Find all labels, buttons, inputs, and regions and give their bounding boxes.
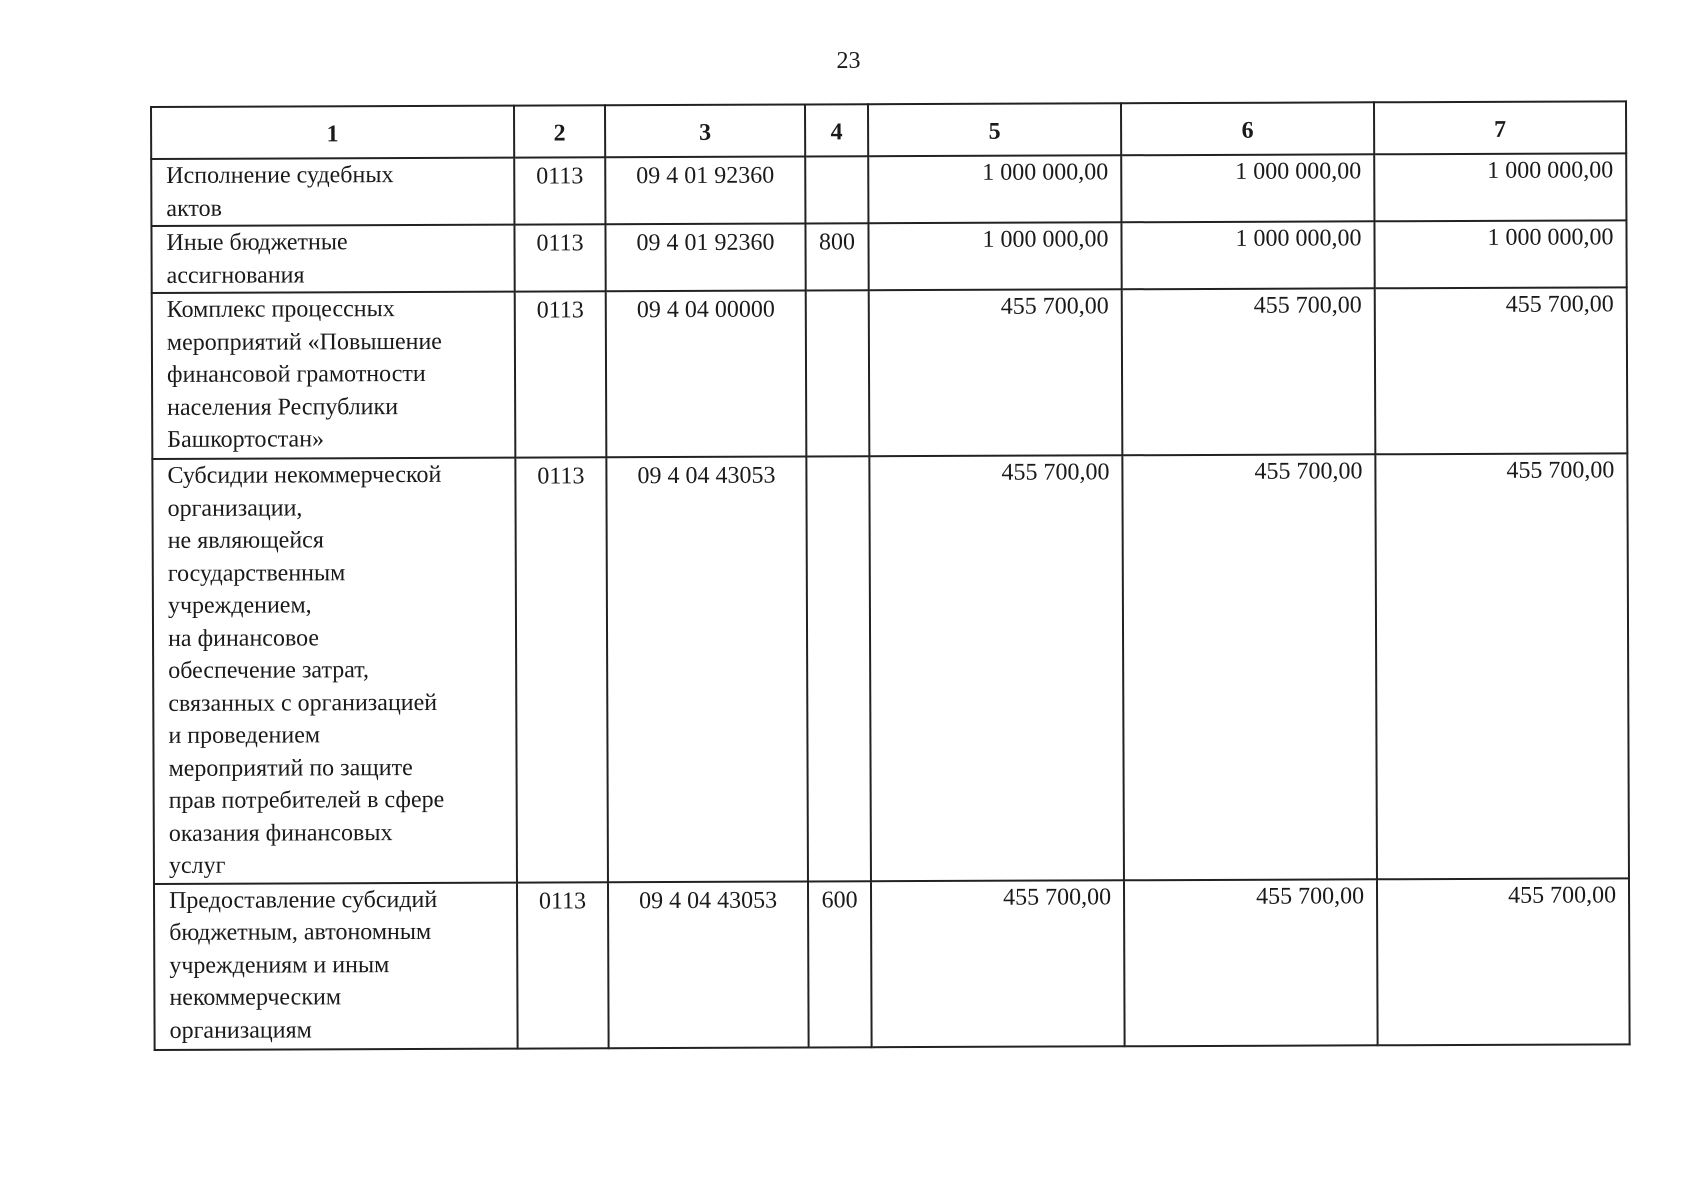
row-amount-1: 1 000 000,00 (868, 222, 1121, 290)
row-expense-type: 800 (805, 223, 868, 290)
row-target-code: 09 4 01 92360 (605, 156, 805, 224)
row-amount-3: 455 700,00 (1377, 878, 1630, 1045)
row-section: 0113 (517, 882, 609, 1048)
table-row (154, 878, 1630, 1050)
header-col-4: 4 (805, 104, 868, 156)
row-expense-type (806, 456, 871, 881)
table-row (152, 453, 1629, 883)
row-amount-2: 455 700,00 (1122, 288, 1376, 455)
header-col-3: 3 (605, 104, 805, 157)
header-col-1: 1 (151, 106, 514, 159)
row-amount-3: 1 000 000,00 (1374, 220, 1626, 288)
row-name: Исполнение судебных актов (151, 158, 514, 226)
table-row (151, 153, 1626, 226)
header-col-7: 7 (1374, 101, 1626, 154)
row-amount-2: 455 700,00 (1122, 454, 1377, 879)
row-amount-1: 455 700,00 (869, 455, 1124, 880)
row-target-code: 09 4 04 00000 (606, 290, 807, 457)
row-name: Иные бюджетные ассигнования (151, 225, 514, 293)
table-row (151, 220, 1626, 293)
budget-table (150, 100, 1631, 1050)
row-amount-2: 1 000 000,00 (1121, 221, 1374, 289)
header-row (151, 101, 1626, 159)
row-expense-type (805, 156, 868, 223)
row-expense-type: 600 (808, 881, 872, 1047)
row-target-code: 09 4 01 92360 (605, 223, 805, 291)
row-amount-1: 1 000 000,00 (868, 155, 1121, 223)
row-expense-type (806, 290, 870, 456)
table-row (152, 287, 1628, 459)
row-section: 0113 (515, 457, 608, 882)
row-amount-3: 1 000 000,00 (1374, 153, 1626, 221)
header-col-2: 2 (514, 105, 605, 157)
row-name: Комплекс процессных мероприятий «Повышение финансовой грамотности населения Республики Башкортостан» (152, 292, 516, 459)
row-section: 0113 (514, 157, 605, 224)
row-amount-3: 455 700,00 (1375, 287, 1628, 454)
row-amount-1: 455 700,00 (869, 289, 1123, 456)
table-header (151, 101, 1626, 159)
row-name: Предоставление субсидий бюджетным, автономным учреждениям и иным некоммерческим организациям (154, 882, 518, 1049)
row-target-code: 09 4 04 43053 (608, 881, 809, 1048)
row-name: Субсидии некоммерческой организации, не являющейся государственным учреждением, на финансовое обеспечение затрат, связанных с организацией и проведением мероприятий по защите прав потребителей в сфере оказания финансовых услуг (152, 458, 517, 884)
row-amount-2: 455 700,00 (1124, 879, 1378, 1046)
row-amount-2: 1 000 000,00 (1121, 154, 1374, 222)
row-section: 0113 (514, 224, 605, 291)
header-col-5: 5 (868, 103, 1121, 156)
row-target-code: 09 4 04 43053 (606, 456, 808, 881)
row-section: 0113 (515, 291, 607, 457)
table-body (151, 153, 1629, 1049)
page-number: 23 (836, 48, 861, 74)
row-amount-3: 455 700,00 (1375, 453, 1629, 878)
header-col-6: 6 (1121, 102, 1374, 155)
row-amount-1: 455 700,00 (871, 880, 1125, 1047)
